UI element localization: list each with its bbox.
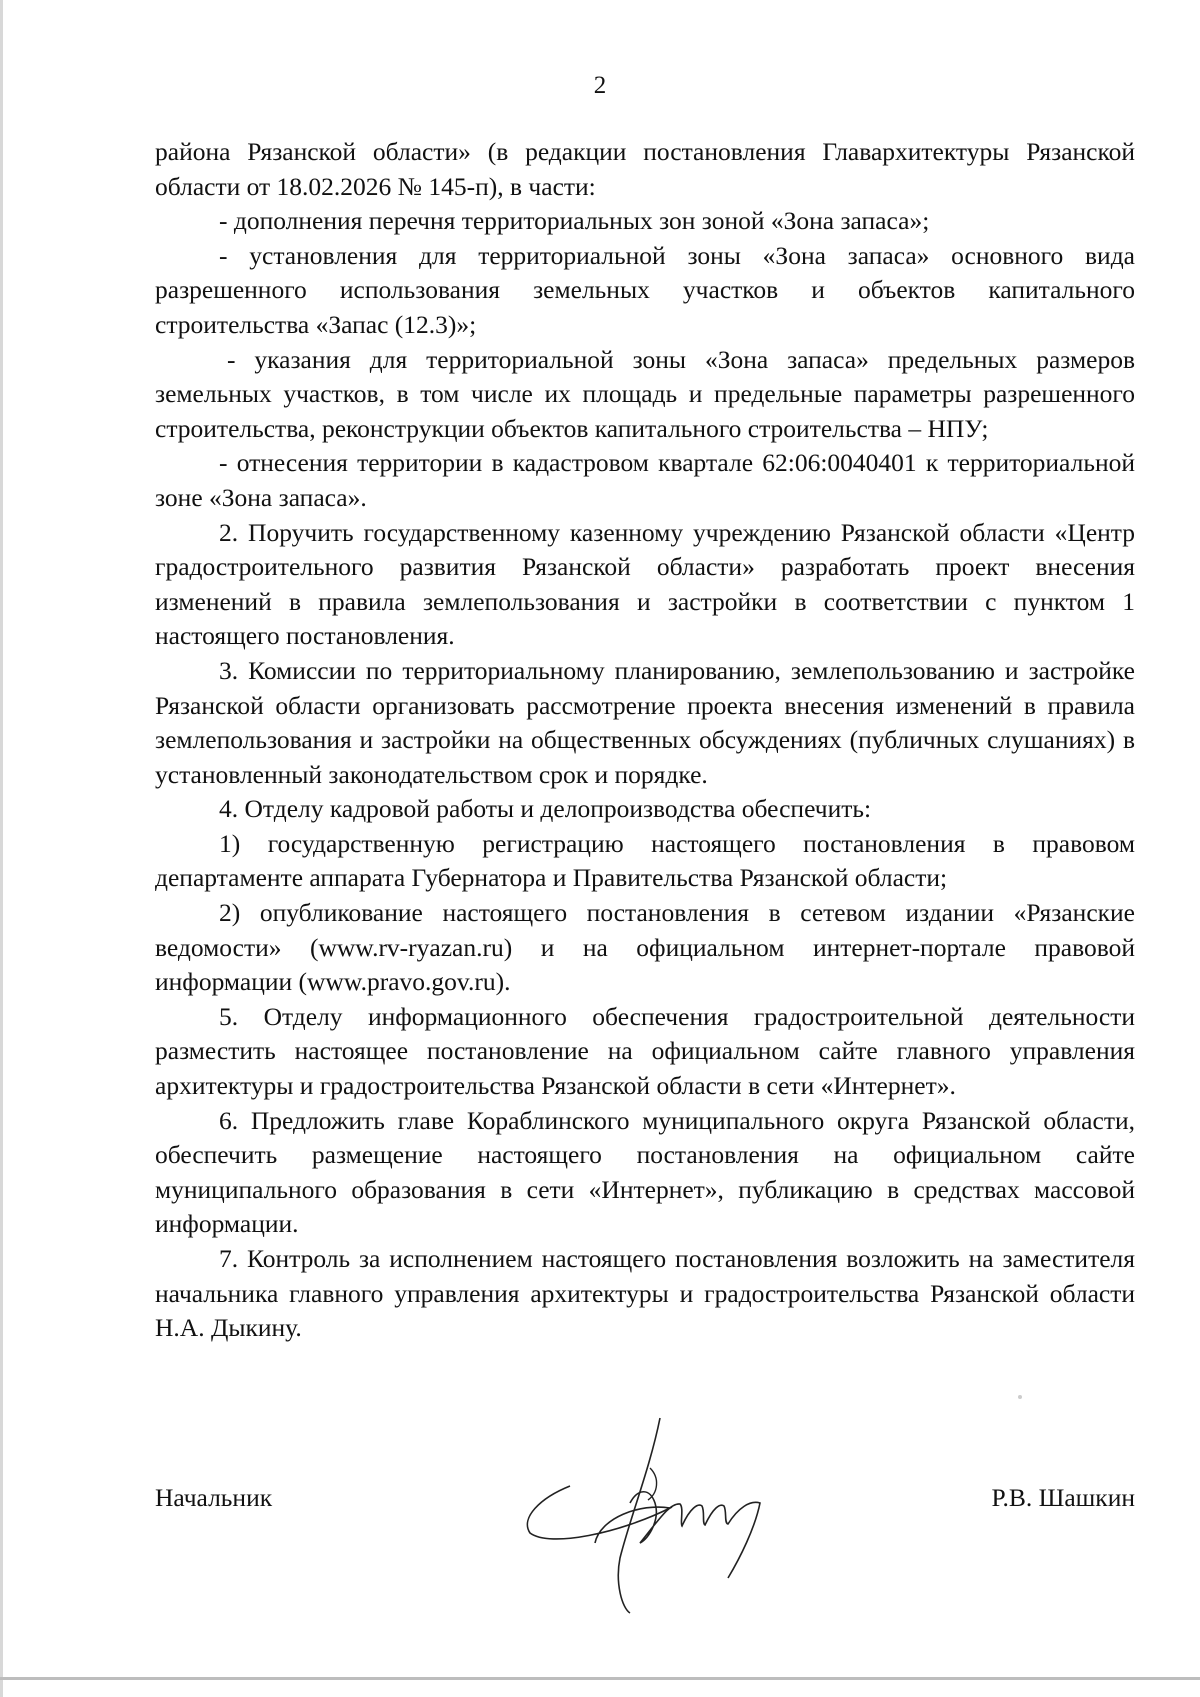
signatory-name: Р.В. Шашкин xyxy=(991,1483,1135,1512)
paragraph-item-cadastral: - отнесения территории в кадастровом квартале 62:06:0040401 к территориальной зоне «Зона запаса». xyxy=(155,448,1135,512)
paragraph-clause-5: 5. Отделу информационного обеспечения градостроительной деятельности разместить настоящее постановление на официальном сайте главного управления архитектуры и градостроительства Рязанской области в сети «Интернет». xyxy=(155,1001,1135,1101)
paragraph-clause-4-1: 1) государственную регистрацию настоящего постановления в правовом департаменте аппарата Губернатора и Правительства Рязанской области; xyxy=(155,828,1135,893)
paragraph-item-size-limits: - указания для территориальной зоны «Зона запаса» предельных размеров земельных участков, в том числе их площадь и предельные параметры разрешенного строительства, реконструкции объектов капитального строительства – НПУ; xyxy=(155,344,1135,443)
scan-speck xyxy=(1018,1395,1022,1399)
paragraph-clause-7: 7. Контроль за исполнением настоящего постановления возложить на заместителя начальника главного управления архитектуры и градостроительства Рязанской области Н.А. Дыкину. xyxy=(155,1244,1135,1343)
paragraph-item-zone-list: - дополнения перечня территориальных зон зоной «Зона запаса»; xyxy=(219,206,930,236)
paragraph-clause-6: 6. Предложить главе Кораблинского муниципального округа Рязанской области, обеспечить размещение настоящего постановления на официальном сайте муниципального образования в сети «Интернет», публикацию в средствах массовой информации. xyxy=(155,1105,1135,1239)
paragraph-clause-4: 4. Отделу кадровой работы и делопроизводства обеспечить: xyxy=(219,794,872,824)
handwritten-signature xyxy=(510,1408,780,1618)
scan-bottom-edge xyxy=(0,1677,1200,1680)
paragraph-item-permitted-use: - установления для территориальной зоны «Зона запаса» основного вида разрешенного использования земельных участков и объектов капитального строительства «Запас (12.3)»; xyxy=(155,240,1135,339)
signatory-position: Начальник xyxy=(155,1483,273,1512)
paragraph-clause-2: 2. Поручить государственному казенному учреждению Рязанской области «Центр градостроительного развития Рязанской области» разработать проект внесения изменений в правила землепользования и застройки в соответствии с пунктом 1 настоящего постановления. xyxy=(155,517,1135,651)
paragraph-intro-continuation: района Рязанской области» (в редакции постановления Главархитектуры Рязанской области от 18.02.2026 № 145-п), в части: xyxy=(155,137,1135,201)
scan-edge xyxy=(0,0,3,1697)
paragraph-clause-3: 3. Комиссии по территориальному планированию, землепользованию и застройке Рязанской области организовать рассмотрение проекта внесения изменений в правила землепользования и застройки на общественных обсуждениях (публичных слушаниях) в установленный законодательством срок и порядке. xyxy=(155,655,1135,789)
signature-block xyxy=(155,1483,1135,1543)
page-number: 2 xyxy=(593,72,607,99)
paragraph-clause-4-2: 2) опубликование настоящего постановления в сетевом издании «Рязанские ведомости» (www.rv-ryazan.ru) и на официальном интернет-портале правовой информации (www.pravo.gov.ru). xyxy=(155,898,1135,997)
document-body xyxy=(155,135,1135,1346)
